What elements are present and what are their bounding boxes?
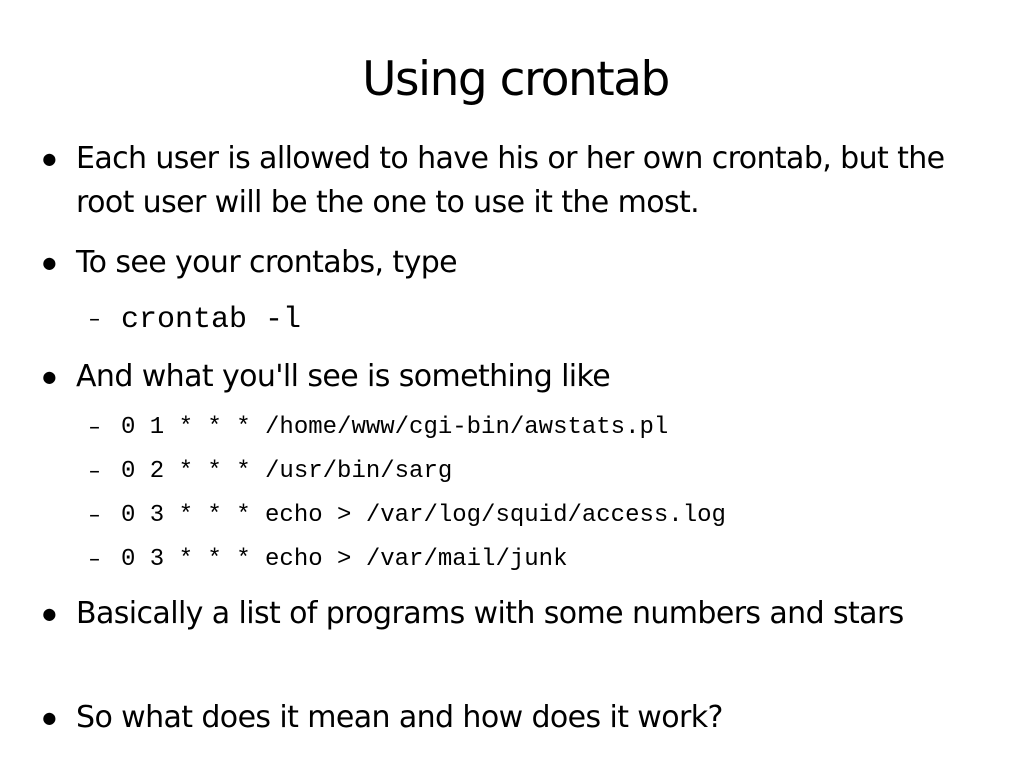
dash-icon: –: [89, 415, 100, 440]
bullet-text: To see your crontabs, type: [76, 245, 458, 280]
dash-icon: –: [89, 459, 100, 484]
bullet-item: [42, 355, 956, 399]
bullet-text: Basically a list of programs with some numbers and stars: [76, 596, 904, 631]
bullet-icon: ●: [42, 367, 56, 386]
sub-item: [89, 544, 568, 576]
code-text: 0 1 * * * /home/www/cgi-bin/awstats.pl: [121, 414, 669, 441]
bullet-text: So what does it mean and how does it work?: [76, 700, 723, 735]
sub-item: [89, 412, 669, 444]
dash-icon: –: [89, 547, 100, 572]
sub-item: [89, 500, 726, 532]
code-text: 0 2 * * * /usr/bin/sarg: [121, 458, 453, 485]
bullet-item: [42, 137, 956, 225]
bullet-item: [42, 241, 956, 285]
bullet-item: [42, 696, 956, 740]
bullet-icon: ●: [42, 708, 56, 727]
bullet-icon: ●: [42, 253, 56, 272]
sub-item: [89, 456, 453, 488]
code-text: crontab -l: [121, 303, 302, 337]
bullet-item: [42, 592, 956, 636]
code-text: 0 3 * * * echo > /var/log/squid/access.log: [121, 502, 726, 529]
bullet-text: Each user is allowed to have his or her own crontab, but the root user will be the one to use it the most.: [76, 141, 945, 220]
code-text: 0 3 * * * echo > /var/mail/junk: [121, 546, 568, 573]
slide-title: Using crontab: [362, 52, 669, 107]
bullet-text: And what you'll see is something like: [76, 359, 611, 394]
sub-item: [89, 300, 302, 340]
bullet-icon: ●: [42, 149, 56, 168]
dash-icon: –: [89, 503, 100, 528]
dash-icon: –: [89, 307, 100, 332]
bullet-icon: ●: [42, 604, 56, 623]
